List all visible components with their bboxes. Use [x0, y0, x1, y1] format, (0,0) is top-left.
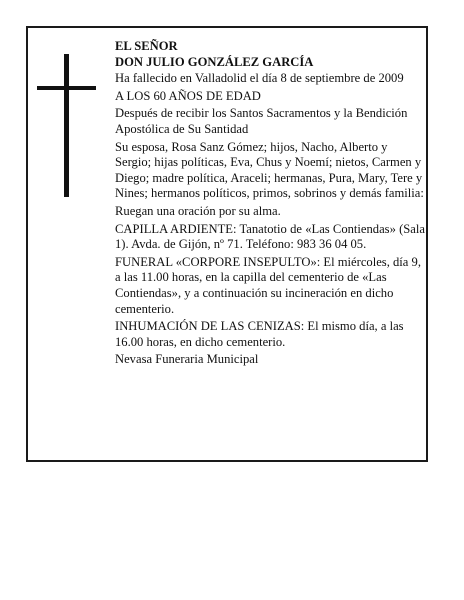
age-line: A LOS 60 AÑOS DE EDAD: [115, 88, 261, 103]
chapel-info: CAPILLA ARDIENTE: Tanatotio de «Las Contiendas» (Sala 1). Avda. de Gijón, nº 71. Teléfono: 983 36 04 05.: [115, 221, 425, 252]
funeral-info: FUNERAL «CORPORE INSEPULTO»: El miércoles, día 9, a las 11.00 horas, en la capilla del cementerio de «Las Contiendas», y a continuación su incineración en dicho cementerio.: [115, 254, 421, 316]
cross-vertical-bar: [64, 54, 69, 197]
title-line-1: EL SEÑOR: [115, 39, 178, 53]
death-announcement: Ha fallecido en Valladolid el día 8 de septiembre de 2009: [115, 71, 404, 86]
sacraments-line: Después de recibir los Santos Sacramentos y la Bendición Apostólica de Su Santidad: [115, 106, 408, 136]
obituary-text: [115, 39, 425, 370]
family-list: Su esposa, Rosa Sanz Gómez; hijos, Nacho, Alberto y Sergio; hijas políticas, Eva, Chus y Noemí; nietos, Carmen y Diego; madre política, Araceli; hermanas, Pura, Mary, Tere y Nines; hermanos políticos, primos, sobrinos y demás familia:: [115, 139, 424, 201]
funeral-home: Nevasa Funeraria Municipal: [115, 352, 259, 367]
ashes-info: INHUMACIÓN DE LAS CENIZAS: El mismo día, a las 16.00 horas, en dicho cementerio.: [115, 319, 404, 349]
deceased-name: DON JULIO GONZÁLEZ GARCÍA: [115, 54, 314, 69]
prayer-request: Ruegan una oración por su alma.: [115, 203, 281, 218]
cross-horizontal-bar: [37, 86, 96, 90]
